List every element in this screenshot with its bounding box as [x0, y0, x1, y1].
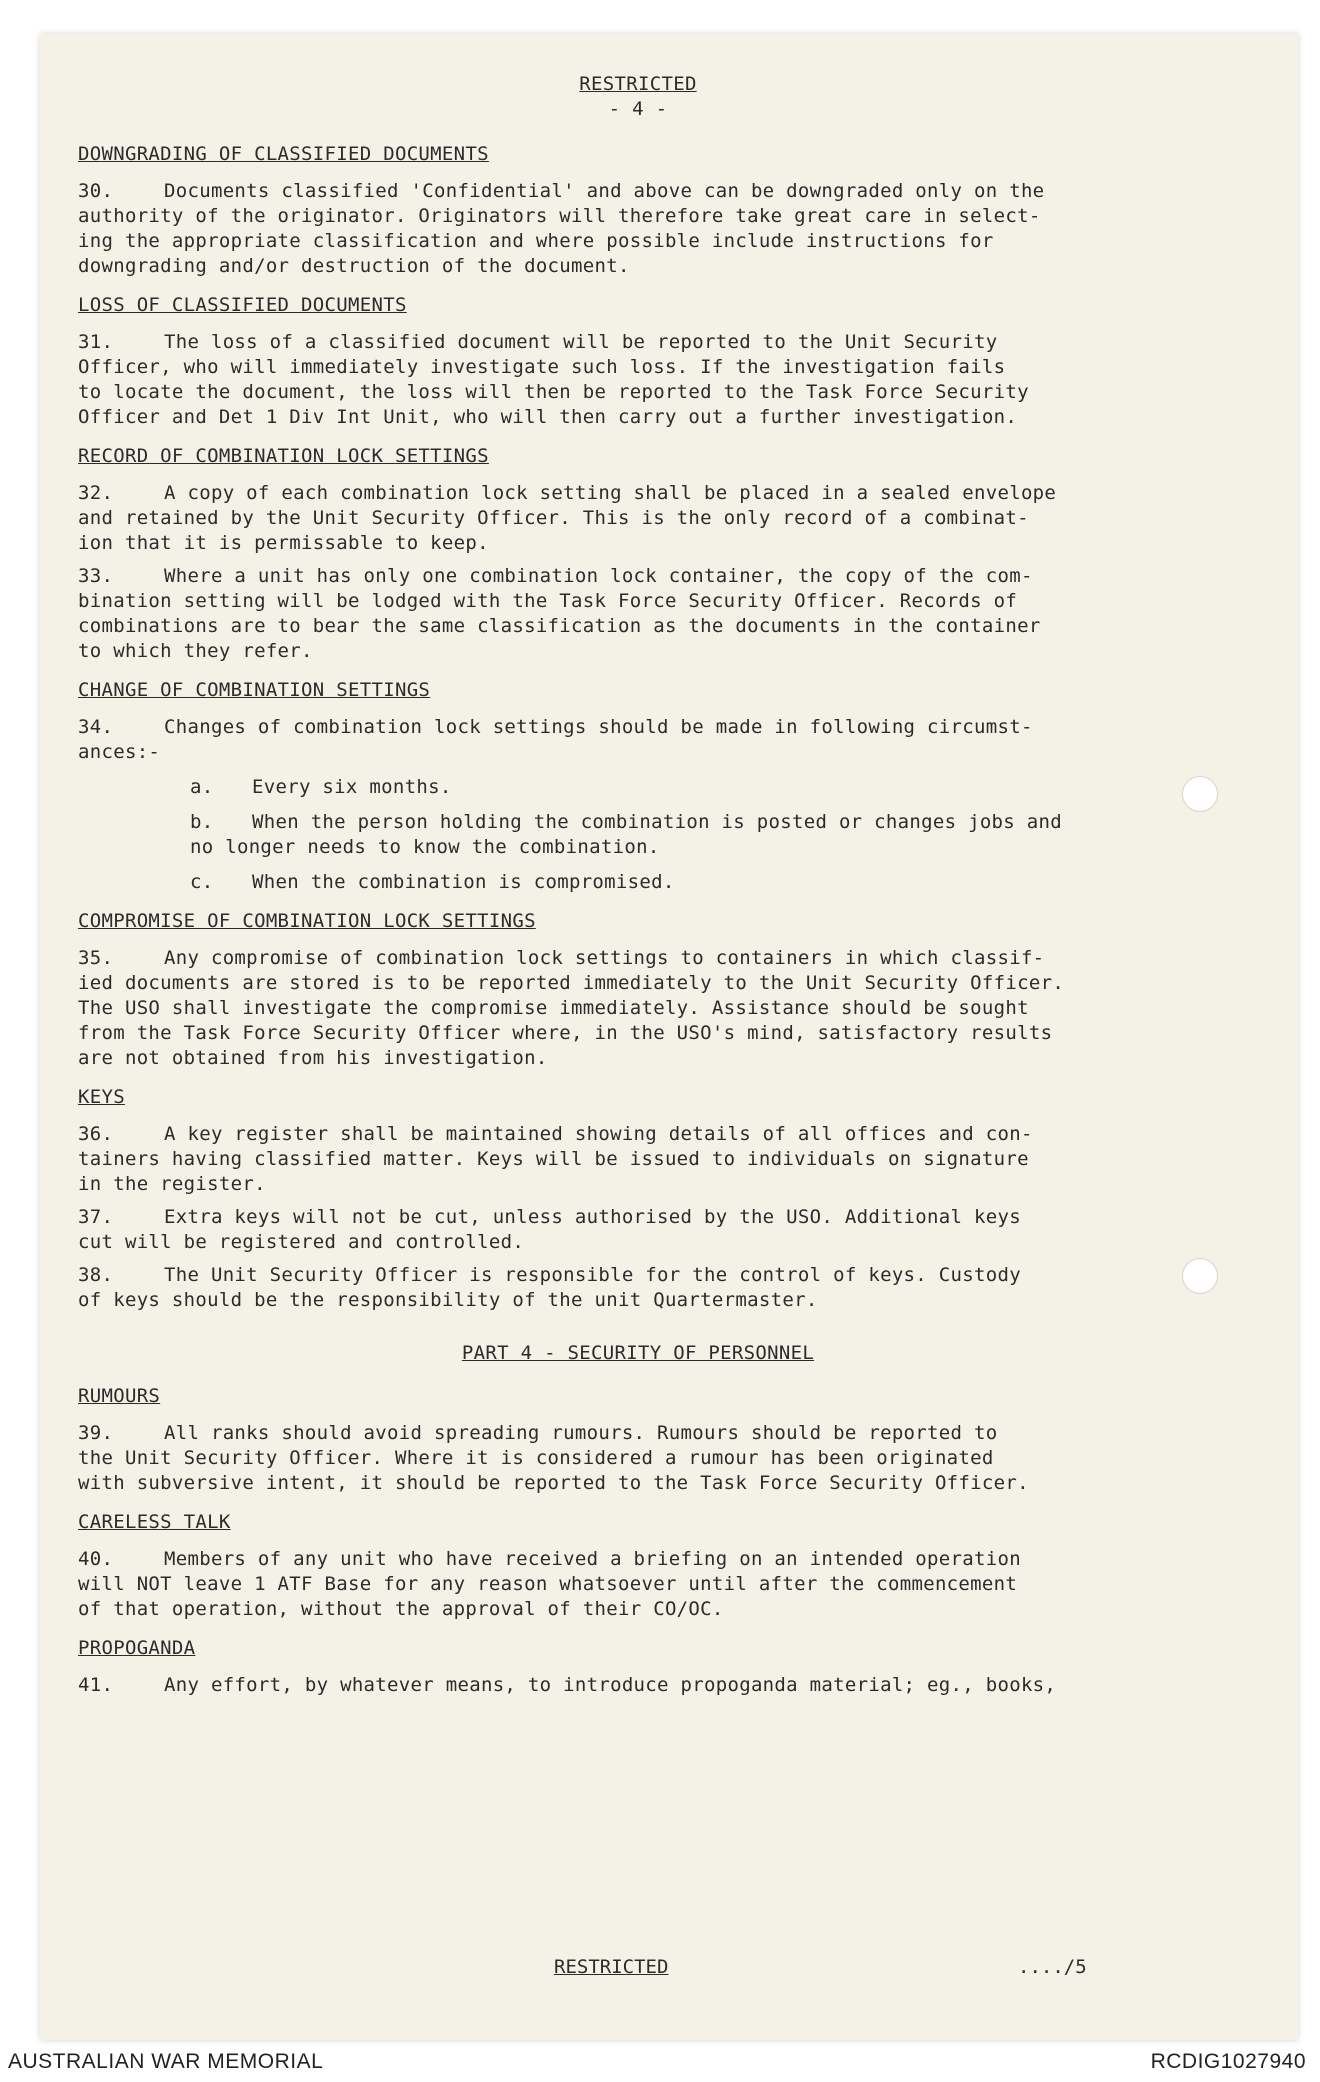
- paragraph-text: Documents classified 'Confidential' and above can be downgraded only on the authority of the originator. Originators will therefore take great care in select- ing the appropriate classification and where possible include instructions for downgrading and/or destruction of the document.: [78, 180, 1045, 277]
- sub-item-text: When the combination is compromised.: [252, 871, 675, 893]
- paragraph-text: A key register shall be maintained showing details of all offices and con- tainers having classified matter. Keys will be issued to individuals on signature in the register.: [78, 1123, 1033, 1195]
- paragraph-number: 32.: [78, 482, 114, 504]
- document-body: [78, 72, 1198, 1706]
- paragraph-number: 37.: [78, 1206, 114, 1228]
- sub-item-text: When the person holding the combination is posted or changes jobs and no longer needs to know the combination.: [190, 811, 1062, 858]
- paragraph-number: 39.: [78, 1422, 114, 1444]
- paragraph-number: 41.: [78, 1674, 114, 1696]
- sub-item-text: Every six months.: [252, 776, 452, 798]
- paragraph: [78, 179, 1198, 279]
- sub-item: [190, 870, 1198, 895]
- section-heading: COMPROMISE OF COMBINATION LOCK SETTINGS: [78, 910, 536, 932]
- paragraph-number: 36.: [78, 1123, 114, 1145]
- paragraph-number: 30.: [78, 180, 114, 202]
- paragraph-number: 33.: [78, 565, 114, 587]
- archive-caption-right: RCDIG1027940: [1150, 2050, 1306, 2073]
- paragraph: [78, 1263, 1198, 1313]
- continuation-marker: ..../5: [1018, 1956, 1087, 1978]
- paragraph-number: 35.: [78, 947, 114, 969]
- paragraph-text: Members of any unit who have received a briefing on an intended operation will NOT leave 1 ATF Base for any reason whatsoever until after the commencement of that operation, without the approval of their CO/OC.: [78, 1548, 1021, 1620]
- sub-item: [190, 810, 1198, 860]
- paragraph-text: The loss of a classified document will be reported to the Unit Security Officer, who will immediately investigate such loss. If the investigation fails to locate the document, the loss will then be reported to the Task Force Security Officer and Det 1 Div Int Unit, who will then carry out a further investigation.: [78, 331, 1029, 428]
- paragraph-number: 34.: [78, 716, 114, 738]
- paragraph-number: 38.: [78, 1264, 114, 1286]
- sub-item: [190, 775, 1198, 800]
- section-heading: PROPOGANDA: [78, 1637, 196, 1659]
- paragraph: [78, 1673, 1198, 1698]
- paragraph: [78, 1122, 1198, 1197]
- paragraph-text: Any compromise of combination lock settings to containers in which classif- ied documents are stored is to be reported immediately to the Unit Security Officer. The USO shall investigate the compromise immediately. Assistance should be sought from the Task Force Security Officer where, in the USO's mind, satisfactory results are not obtained from his investigation.: [78, 947, 1065, 1069]
- paragraph: [78, 1205, 1198, 1255]
- paragraph: [78, 1547, 1198, 1622]
- archive-caption-left: AUSTRALIAN WAR MEMORIAL: [8, 2050, 324, 2073]
- header-classification: RESTRICTED: [579, 73, 697, 95]
- part-title: PART 4 - SECURITY OF PERSONNEL: [461, 1342, 815, 1364]
- paragraph: [78, 946, 1198, 1071]
- paragraph: [78, 330, 1198, 430]
- paragraph: [78, 1421, 1198, 1496]
- section-heading: CHANGE OF COMBINATION SETTINGS: [78, 679, 431, 701]
- paragraph-text: Any effort, by whatever means, to introduce propoganda material; eg., books,: [164, 1674, 1057, 1696]
- section-heading: DOWNGRADING OF CLASSIFIED DOCUMENTS: [78, 143, 489, 165]
- paragraph-number: 31.: [78, 331, 114, 353]
- paragraph: [78, 715, 1198, 765]
- paragraph-text: Extra keys will not be cut, unless authorised by the USO. Additional keys cut will be registered and controlled.: [78, 1206, 1021, 1253]
- paragraph-text: Changes of combination lock settings should be made in following circumst- ances:-: [78, 716, 1033, 763]
- paragraph: [78, 481, 1198, 556]
- section-heading: RECORD OF COMBINATION LOCK SETTINGS: [78, 445, 489, 467]
- section-heading: KEYS: [78, 1086, 125, 1108]
- sub-item-label: c.: [190, 871, 214, 893]
- footer-classification: RESTRICTED: [554, 1956, 669, 1978]
- sub-item-label: b.: [190, 811, 214, 833]
- paragraph-text: The Unit Security Officer is responsible for the control of keys. Custody of keys should be the responsibility of the unit Quartermaster.: [78, 1264, 1021, 1311]
- sections-part4: [78, 1384, 1198, 1698]
- paragraph-number: 40.: [78, 1548, 114, 1570]
- paragraph-text: All ranks should avoid spreading rumours. Rumours should be reported to the Unit Security Officer. Where it is considered a rumour has been originated with subversive intent, it should be reported to the Task Force Security Officer.: [78, 1422, 1029, 1494]
- paragraph-text: Where a unit has only one combination lock container, the copy of the com- bination setting will be lodged with the Task Force Security Officer. Records of combinations are to bear the same classification as the documents in the container to which they refer.: [78, 565, 1041, 662]
- paragraph: [78, 564, 1198, 664]
- section-heading: CARELESS TALK: [78, 1511, 231, 1533]
- page-number: - 4 -: [608, 98, 668, 120]
- section-heading: RUMOURS: [78, 1385, 161, 1407]
- sub-item-label: a.: [190, 776, 214, 798]
- sections-part3: [78, 142, 1198, 1313]
- paragraph-text: A copy of each combination lock setting shall be placed in a sealed envelope and retained by the Unit Security Officer. This is the only record of a combinat- ion that it is permissable to keep.: [78, 482, 1057, 554]
- section-heading: LOSS OF CLASSIFIED DOCUMENTS: [78, 294, 407, 316]
